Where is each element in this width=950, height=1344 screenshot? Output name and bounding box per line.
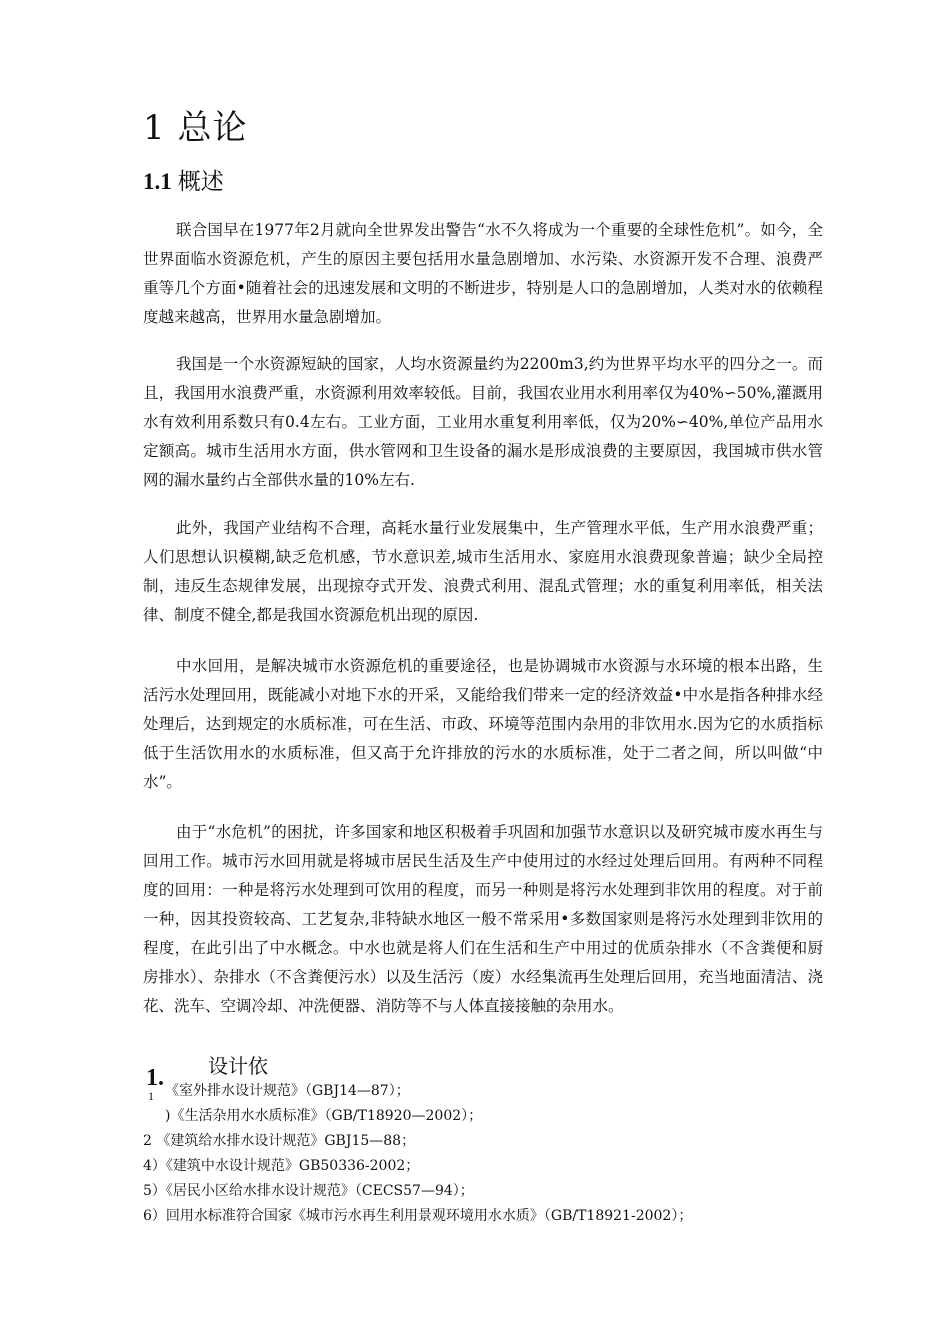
subsection-number-sub: 1	[148, 1089, 154, 1103]
section-number: 1.1	[143, 169, 172, 194]
paragraph: 由于“水危机”的困扰，许多国家和地区积极着手巩固和加强节水意识以及研究城市废水再生与回用工作。城市污水回用就是将城市居民生活及生产中使用过的水经过处理后回用。有两种不同程度的回用：一种是将污水处理到可饮用的程度，而另一种则是将污水处理到非饮用的程度。对于前一种，因其投资较高、工艺复杂,非特缺水地区一般不常采用•多数国家则是将污水处理到非饮用的程度，在此引出了中水概念。中水也就是将人们在生活和生产中用过的优质杂排水（不含粪便和厨房排水）、杂排水（不含粪便污水）以及生活污（废）水经集流再生处理后回用，充当地面清洁、浇花、洗车、空调冷却、冲洗便器、消防等不与人体直接接触的杂用水。	[143, 823, 823, 1015]
paragraph: 此外，我国产业结构不合理，高耗水量行业发展集中，生产管理水平低，生产用水浪费严重；人们思想认识模糊,缺乏危机感，节水意识差,城市生活用水、家庭用水浪费现象普遍；缺少全局控制，违反生态规律发展，出现掠夺式开发、浪费式利用、混乱式管理；水的重复利用率低，相关法律、制度不健全,都是我国水资源危机出现的原因.	[143, 519, 823, 624]
subsection-number	[146, 1066, 164, 1102]
paragraph: 联合国早在1977年2月就向全世界发出警告“水不久将成为一个重要的全球性危机”。如今，全世界面临水资源危机，产生的原因主要包括用水量急剧增加、水污染、水资源开发不合理、浪费严重等几个方面•随着社会的迅速发展和文明的不断进步，特别是人口的急剧增加，人类对水的依赖程度越来越高，世界用水量急剧增加。	[143, 221, 823, 326]
reference-item: )《生活杂用水水质标准》（GB/T18920—2002）；	[165, 1108, 483, 1124]
reference-item: 6）回用水标准符合国家《城市污水再生利用景观环境用水水质》（GB/T18921-2002）；	[143, 1208, 693, 1224]
paragraph: 中水回用，是解决城市水资源危机的重要途径，也是协调城市水资源与水环境的根本出路，生活污水处理回用，既能减小对地下水的开采，又能给我们带来一定的经济效益•中水是指各种排水经处理后，达到规定的水质标准，可在生活、市政、环境等范围内杂用的非饮用水.因为它的水质指标低于生活饮用水的水质标准，但又高于允许排放的污水的水质标准，处于二者之间，所以叫做“中水”。	[143, 657, 823, 791]
chapter-heading: 1 总论	[143, 108, 248, 148]
section-title: 概述	[177, 169, 224, 195]
paragraph: 我国是一个水资源短缺的国家，人均水资源量约为2200m3,约为世界平均水平的四分之一。而且，我国用水浪费严重，水资源利用效率较低。目前，我国农业用水利用率仅为40%∽50%,灌溉用水有效利用系数只有0.4左右。工业方面，工业用水重复利用率低，仅为20%∽40%,单位产品用水定额高。城市生活用水方面，供水管网和卫生设备的漏水是形成浪费的主要原因，我国城市供水管网的漏水量约占全部供水量的10%左右.	[143, 355, 823, 489]
reference-item: 2 《建筑给水排水设计规范》GBJ15—88；	[143, 1133, 416, 1149]
subsection-number-main: 1.	[146, 1065, 164, 1091]
section-heading	[143, 163, 224, 196]
reference-item: 5）《居民小区给水排水设计规范》（CECS57—94）；	[143, 1183, 474, 1199]
reference-item: 《室外排水设计规范》（GBJ14—87）；	[165, 1083, 410, 1099]
reference-item: 4）《建筑中水设计规范》GB50336-2002；	[143, 1158, 420, 1174]
subsection-title: 设计依	[208, 1054, 268, 1078]
